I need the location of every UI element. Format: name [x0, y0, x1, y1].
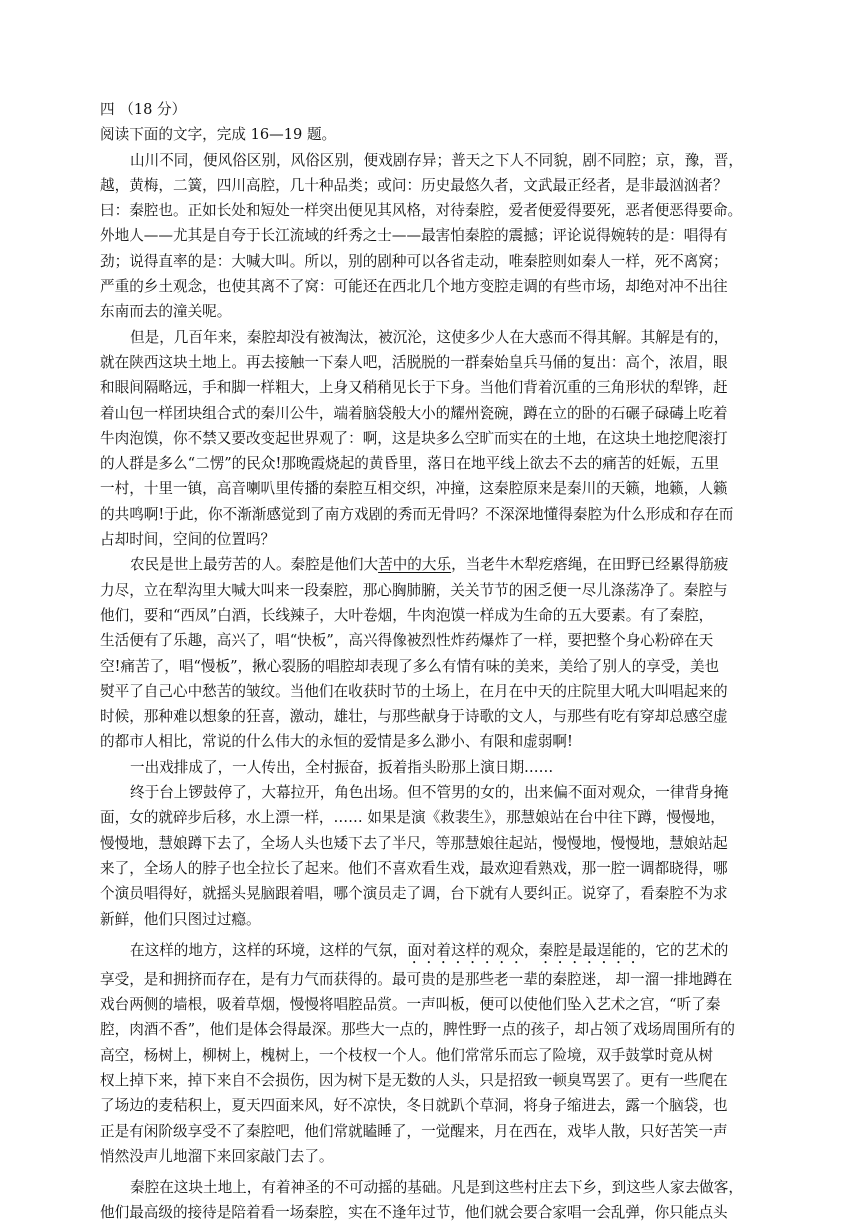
text-line: 享受，是和拥挤而存在，是有力气而获得的。最可贵的是那些老一辈的秦腔迷， 却一溜一排地蹲在: [100, 970, 733, 988]
text-line: 在这样的地方，这样的环境，这样的气氛，面对着这样的观众，秦腔是最逞能的，它的艺术的: [130, 941, 729, 959]
text-line: 占却时间，空间的位置吗？: [100, 531, 276, 549]
text-line: 劲；说得直率的是：大喊大叫。所以，别的剧种可以各省走动，唯秦腔则如秦人一样，死不离窝；: [100, 252, 728, 270]
text-line: 空!痛苦了，唱“慢板”，揪心裂肠的唱腔却表现了多么有情有味的美来，美给了别人的享受，美也: [100, 657, 720, 675]
paragraph-2: [100, 325, 765, 553]
text-line: 来了，全场人的脖子也全拉长了起来。他们不喜欢看生戏，最欢迎看熟戏，那一腔一调都晓得，哪: [100, 859, 728, 877]
text-line: 一出戏排成了，一人传出，全村振奋，扳着指头盼那上演日期……: [130, 758, 554, 776]
text-line: 越，黄梅，二簧，四川高腔，几十种品类；或问：历史最悠久者，文武最正经者，是非最汹汹者？: [100, 176, 728, 194]
text-line: 秦腔在这块土地上，有着神圣的不可动摇的基础。凡是到这些村庄去下乡，到这些人家去做客，: [130, 1179, 743, 1197]
emphasized-phrase: 面对着这样的观众，秦腔是最逞能的: [407, 941, 641, 959]
paragraph-4: [100, 755, 765, 780]
text-line: 但是，几百年来，秦腔却没有被淘汰，被沉沦，这使多少人在大惑而不得其解。其解是有的，: [130, 328, 729, 346]
section-heading: 四 （18 分）: [100, 101, 187, 118]
text-line: 熨平了自己心中愁苦的皱纹。当他们在收获时节的土场上，在月在中天的庄院里大吼大叫唱起来的: [100, 682, 728, 700]
text-line: 慢慢地，慧娘蹲下去了，全场人头也矮下去了半尺，等那慧娘往起站，慢慢地，慢慢地，慧娘站起: [100, 834, 728, 852]
text-line: 山川不同，便风俗区别，风俗区别，便戏剧存异；普天之下人不同貌，剧不同腔；京，豫，晋，: [130, 151, 743, 169]
text-line: 严重的乡土观念，也使其离不了窝：可能还在西北几个地方变腔走调的有些市场，却绝对冲不出往: [100, 278, 728, 296]
text-line: 腔，肉酒不香”，他们是体会得最深。那些大一点的，脾性野一点的孩子，却占领了戏场周围所有的: [100, 1021, 735, 1039]
text-line: 面，女的就碎步后移，水上漂一样，…… 如果是演《救裴生》，那慧娘站在台中往下蹲，慢慢地，: [100, 809, 725, 827]
paragraph-1: [100, 148, 765, 325]
reading-passage: [100, 97, 765, 1226]
text-line: 终于台上锣鼓停了，大幕拉开，角色出场。但不管男的女的，出来偏不面对观众，一律背身掩: [130, 784, 729, 802]
text-line: 东南而去的潼关呢。: [100, 303, 232, 321]
text-line: 杈上掉下来，掉下来自不会损伤，因为树下是无数的人头，只是招致一顿臭骂罢了。更有一些爬在: [100, 1071, 728, 1089]
underlined-phrase: 苦中的大乐: [378, 556, 452, 574]
text-line: 的都市人相比，常说的什么伟大的永恒的爱情是多么渺小、有限和虚弱啊!: [100, 733, 573, 751]
text-line: 曰：秦腔也。正如长处和短处一样突出便见其风格，对待秦腔，爱者便爱得要死，恶者便恶得要命。: [100, 202, 743, 220]
text-line: 时候，那种难以想象的狂喜，激动，雄壮，与那些献身于诗歌的文人，与那些有吃有穿却总感空虚: [100, 708, 728, 726]
paragraph-6: [100, 938, 765, 1169]
text-line: 了场边的麦秸积上，夏天四面来风，好不凉快，冬日就趴个草洞，将身子缩进去，露一个脑袋，也: [100, 1097, 728, 1115]
text-line: 新鲜，他们只图过过瘾。: [100, 910, 261, 928]
text-line: 个演员唱得好，就摇头晃脑跟着唱，哪个演员走了调，台下就有人要纠正。说穿了，看秦腔不为求: [100, 885, 728, 903]
text-line: 外地人——尤其是自夸于长江流域的纤秀之士——最害怕秦腔的震撼；评论说得婉转的是：唱得有: [100, 227, 728, 245]
text-line: 戏台两侧的墙根，吸着草烟，慢慢将唱腔品赏。一声叫板，便可以使他们坠入艺术之宫，“听了秦: [100, 996, 721, 1014]
text-line: 就在陕西这块土地上。再去接触一下秦人吧，活脱脱的一群秦始皇兵马俑的复出：高个，浓眉，眼: [100, 353, 728, 371]
text-line: 正是有闲阶级享受不了秦腔吧，他们常就瞌睡了，一觉醒来，月在西在，戏毕人散，只好苦笑一声: [100, 1122, 728, 1140]
text-line: 牛肉泡馍，你不禁又要改变起世界观了：啊，这是块多么空旷而实在的土地，在这块土地挖爬滚打: [100, 429, 728, 447]
paragraph-3: [100, 552, 765, 754]
text-line: 力尽，立在犁沟里大喊大叫来一段秦腔，那心胸肺腑，关关节节的困乏便一尽儿涤荡净了。秦腔与: [100, 581, 728, 599]
text-line: 生活便有了乐趣，高兴了，唱“快板”，高兴得像被烈性炸药爆炸了一样，要把整个身心粉碎在天: [100, 632, 714, 650]
text-line: 他们最高级的接待是陪着看一场秦腔，实在不逢年过节，他们就会要合家唱一会乱弹，你只能点头: [100, 1204, 728, 1222]
paragraph-7: [100, 1175, 765, 1226]
text-line: 和眼间隔略远，手和脚一样粗大，上身又稍稍见长于下身。当他们背着沉重的三角形状的犁铧，赶: [100, 379, 728, 397]
text-line: 高空，杨树上，柳树上，槐树上，一个枝杈一个人。他们常常乐而忘了险境，双手鼓掌时竟从树: [100, 1046, 713, 1064]
text-line: 他们，要和“西凤”白酒，长线辣子，大叶卷烟，牛肉泡馍一样成为生命的五大要素。有了秦腔，: [100, 606, 714, 624]
section-instructions: 阅读下面的文字，完成 16—19 题。: [100, 126, 337, 144]
text-line: 的共鸣啊!于此，你不渐渐感觉到了南方戏剧的秀而无骨吗？不深深地懂得秦腔为什么形成和存在而: [100, 505, 734, 523]
paragraph-5: [100, 780, 765, 932]
text-line: 农民是世上最劳苦的人。秦腔是他们大苦中的大乐，当老牛木犁疙瘩绳，在田野已经累得筋疲: [130, 556, 729, 574]
text-line: 悄然没声儿地溜下来回家敲门去了。: [100, 1147, 334, 1165]
text-line: 一村，十里一镇，高音喇叭里传播的秦腔互相交织，冲撞，这秦腔原来是秦川的天籁，地籁，人籁: [100, 480, 728, 498]
text-line: 的人群是多么“二愣”的民众!那晚霞烧起的黄昏里，落日在地平线上欲去不去的痛苦的妊娠，五里: [100, 455, 720, 473]
text-line: 着山包一样团块组合式的秦川公牛，端着脑袋般大小的耀州瓷碗，蹲在立的卧的石碾子碌碡上吃着: [100, 404, 728, 422]
